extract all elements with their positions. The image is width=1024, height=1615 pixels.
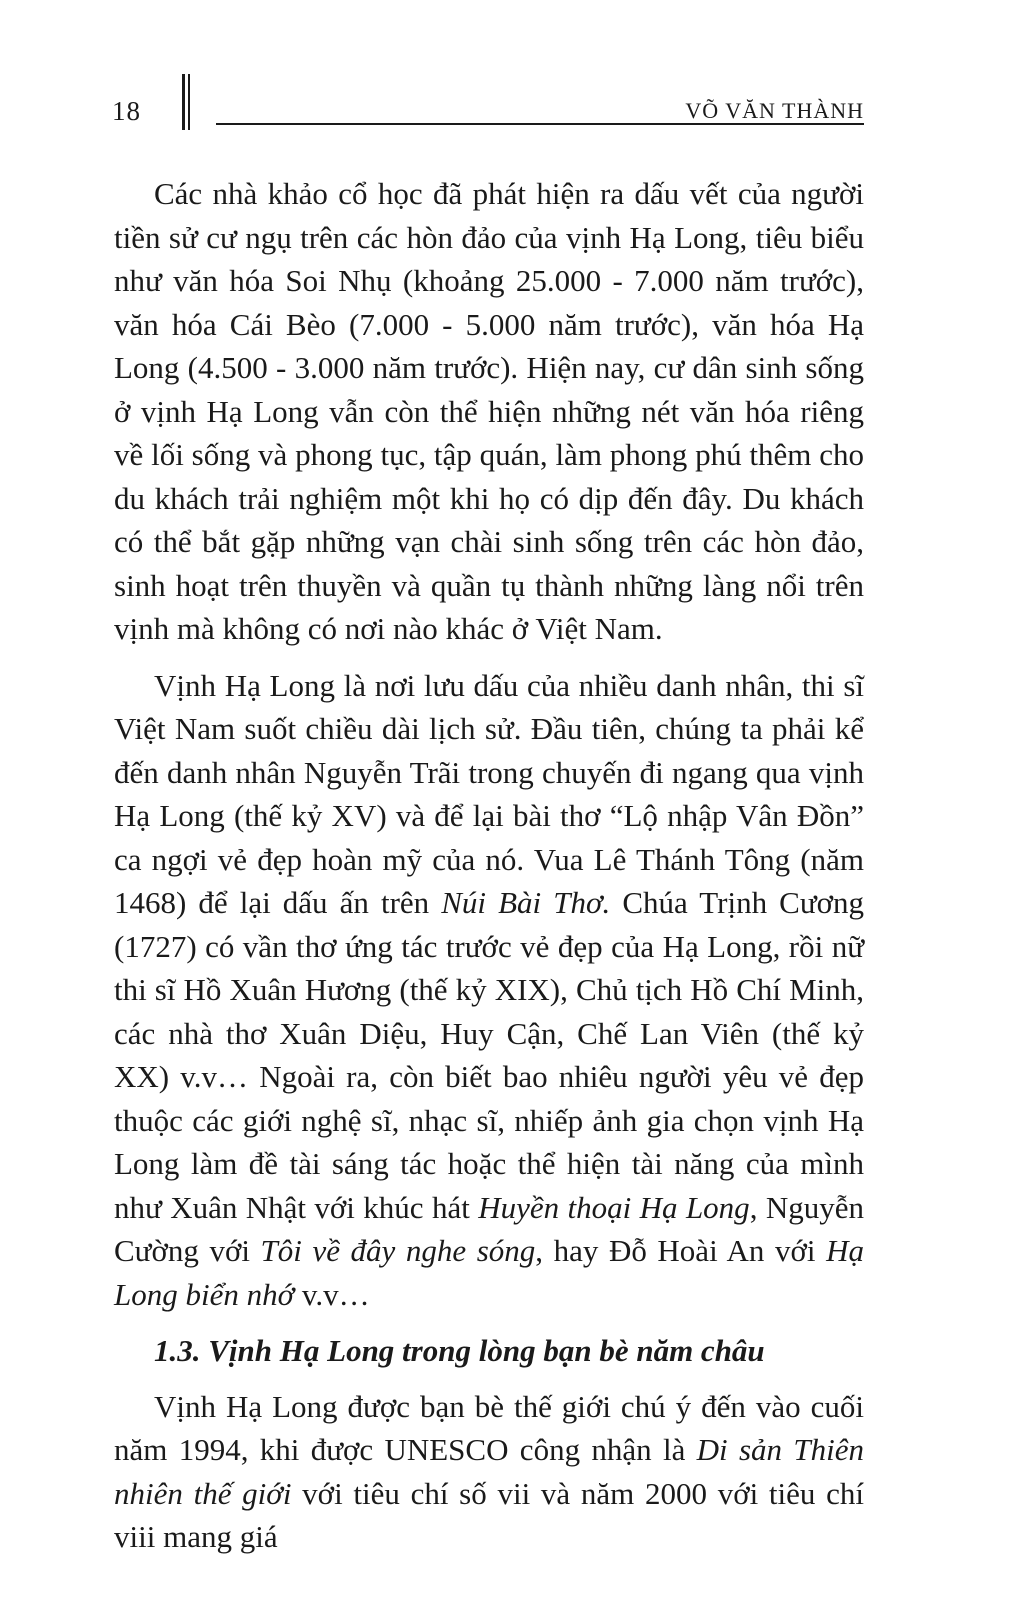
italic-title-di-san: Di sản Thiên nhiên thế giới <box>114 1432 864 1511</box>
text-run: Vịnh Hạ Long là nơi lưu dấu của nhiều danh nhân, thi sĩ Việt Nam suốt chiều dài lịch sử. Đầu tiên, chúng ta phải kể đến danh nhân Nguyễn Trãi trong chuyến đi ngang qua vịnh Hạ Long (thế kỷ XV) và để lại bài thơ “Lộ nhập Vân Đồn” ca ngợi vẻ đẹp hoàn mỹ của nó. Vua Lê Thánh Tông (năm 1468) để lại dấu ấn trên <box>114 667 864 920</box>
divider-bar <box>188 74 190 130</box>
italic-title-huyen-thoai-ha-long: Huyền thoại Hạ Long <box>478 1189 750 1225</box>
divider-bar <box>182 74 185 130</box>
text-run: Chúa Trịnh Cương (1727) có vần thơ ứng tác trước vẻ đẹp của Hạ Long, rồi nữ thi sĩ Hồ Xuân Hương (thế kỷ XIX), Chủ tịch Hồ Chí Minh, các nhà thơ Xuân Diệu, Huy Cận, Chế Lan Viên (thế kỷ XX) v.v… Ngoài ra, còn biết bao nhiêu người yêu vẻ đẹp thuộc các giới nghệ sĩ, nhạc sĩ, nhiếp ảnh gia chọn vịnh Hạ Long làm đề tài sáng tác hoặc thể hiện tài năng của mình như Xuân Nhật với khúc hát <box>114 885 865 1225</box>
page-body <box>114 172 864 1572</box>
text-run: Vịnh Hạ Long được bạn bè thế giới chú ý đến vào cuối năm 1994, khi được UNESCO công nhận là <box>114 1388 864 1467</box>
section-heading: 1.3. Vịnh Hạ Long trong lòng bạn bè năm châu <box>154 1333 765 1368</box>
italic-title-toi-ve-day-nghe-song: Tôi về đây nghe sóng <box>260 1233 536 1268</box>
running-head-author: VÕ VĂN THÀNH <box>685 98 864 123</box>
text-run: , Nguyễn Cường với <box>114 1189 864 1268</box>
paragraph-unesco <box>114 1385 864 1559</box>
text-run: v.v… <box>294 1276 370 1312</box>
header-divider-bars <box>182 74 194 130</box>
paragraph-prehistory: Các nhà khảo cổ học đã phát hiện ra dấu vết của người tiền sử cư ngụ trên các hòn đảo của vịnh Hạ Long, tiêu biểu như văn hóa Soi Nhụ (khoảng 25.000 - 7.000 năm trước), văn hóa Cái Bèo (7.000 - 5.000 năm trước), văn hóa Hạ Long (4.500 - 3.000 năm trước). Hiện nay, cư dân sinh sống ở vịnh Hạ Long vẫn còn thể hiện những nét văn hóa riêng về lối sống và phong tục, tập quán, làm phong phú thêm cho du khách trải nghiệm một khi họ có dịp đến đây. Du khách có thể bắt gặp những vạn chài sinh sống trên các hòn đảo, sinh hoạt trên thuyền và quần tụ thành những làng nổi trên vịnh mà không có nơi nào khác ở Việt Nam. <box>114 176 864 646</box>
italic-title-ha-long-bien-nho: Hạ Long biển nhớ <box>114 1233 864 1312</box>
paragraph-notable-figures <box>114 664 864 1317</box>
text-run: với tiêu chí số vii và năm 2000 với tiêu chí viii mang giá <box>114 1475 864 1554</box>
page-header <box>0 0 1024 140</box>
page-number: 18 <box>112 96 141 126</box>
italic-title-nui-bai-tho: Núi Bài Thơ. <box>441 885 611 920</box>
text-run: , hay Đỗ Hoài An với <box>535 1233 827 1268</box>
